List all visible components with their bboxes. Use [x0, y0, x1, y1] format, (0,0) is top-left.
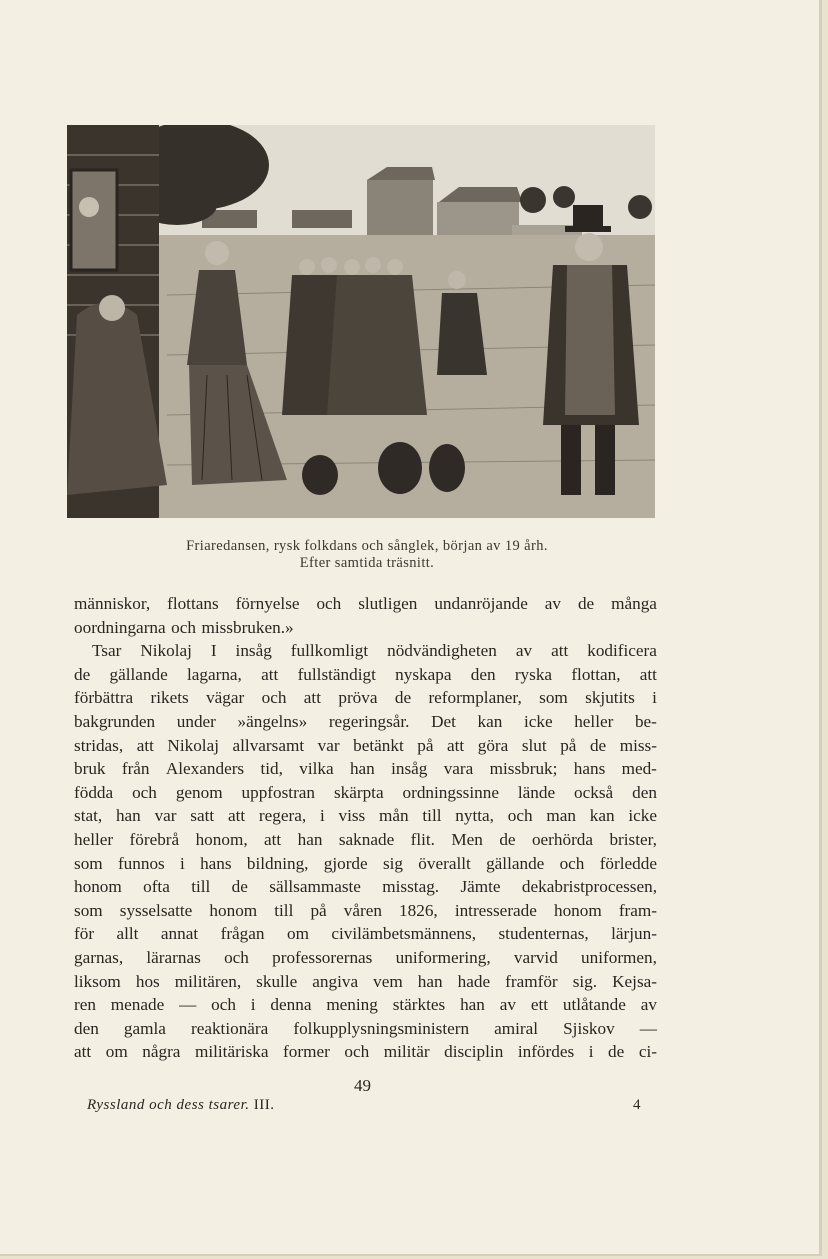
word: I	[210, 641, 217, 661]
text-line	[74, 828, 657, 852]
page-number: 49	[354, 1076, 371, 1095]
word: Nikolaj	[167, 735, 219, 755]
word: folkupplysningsministern	[293, 1018, 470, 1038]
text-line	[74, 852, 657, 876]
text-line	[74, 757, 657, 781]
word: mening	[326, 995, 378, 1015]
word: frågan	[220, 924, 265, 944]
word: bildning,	[246, 853, 309, 873]
word: betänkt	[353, 735, 404, 755]
word: med-	[621, 759, 657, 779]
word: de	[499, 829, 516, 849]
word: av	[499, 995, 516, 1015]
word: militär	[383, 1042, 430, 1062]
word: oerhörda	[531, 829, 594, 849]
word: och	[316, 594, 342, 613]
word: under	[176, 711, 216, 731]
word: uniformering,	[395, 947, 491, 967]
word: heller	[74, 829, 114, 849]
word: lände	[517, 782, 556, 802]
word: Jämte	[460, 877, 501, 897]
caption-line-2: Efter samtida träsnitt.	[299, 555, 435, 571]
word: ci-	[638, 1042, 657, 1062]
word: sällsammaste	[269, 877, 361, 897]
word: infördes	[517, 1042, 575, 1062]
word: militären,	[174, 971, 242, 991]
word: bakgrunden	[74, 711, 156, 731]
word: skjutits	[585, 688, 635, 708]
word: om	[105, 1042, 128, 1062]
word: hans	[573, 759, 606, 779]
word: lagarna,	[186, 664, 242, 684]
word: Det	[431, 711, 456, 731]
word: be-	[634, 711, 657, 731]
word: pröva	[338, 688, 378, 708]
word: stärktes	[392, 995, 446, 1015]
word: undanröjande	[434, 594, 528, 613]
word: som	[539, 688, 568, 708]
volume-number: III.	[253, 1097, 275, 1113]
word: disciplin	[444, 1042, 504, 1062]
text-line	[74, 875, 657, 899]
word: att	[261, 664, 279, 684]
word: icke	[628, 806, 657, 826]
word: också	[574, 782, 614, 802]
word: att	[74, 1042, 92, 1062]
word: lärjun-	[611, 924, 657, 944]
word: och	[211, 995, 236, 1015]
word: gällande	[109, 664, 168, 684]
word: och	[344, 1042, 370, 1062]
word: Sjiskov	[563, 1018, 615, 1038]
word: sig.	[572, 971, 598, 991]
word: gjorde	[323, 853, 368, 873]
word: garnas,	[74, 947, 124, 967]
word: nödvändigheten	[387, 641, 497, 661]
text-line	[74, 1040, 657, 1064]
word: honom	[74, 877, 122, 897]
word: till	[422, 806, 442, 826]
word: han	[460, 995, 485, 1015]
word: lärarnas	[146, 947, 201, 967]
word: den	[632, 782, 657, 802]
word: rikets	[150, 688, 189, 708]
word: fram-	[618, 900, 657, 920]
word: ett	[530, 995, 549, 1015]
word: om	[286, 924, 309, 944]
text-line	[74, 734, 657, 758]
word: militäriska	[194, 1042, 269, 1062]
word: från	[121, 759, 150, 779]
word: kan	[477, 711, 503, 731]
book-title: Ryssland och dess tsarer.	[87, 1097, 250, 1113]
word: till	[274, 900, 294, 920]
body-text	[74, 592, 657, 1064]
word: förledde	[599, 853, 657, 873]
word: som	[74, 853, 103, 873]
word: flottan,	[571, 664, 621, 684]
word: honom	[553, 900, 602, 920]
word: han	[297, 829, 323, 849]
word: ofta	[143, 877, 170, 897]
word: att	[264, 829, 282, 849]
word: Tsar	[92, 641, 122, 661]
word: oordningarna	[74, 617, 166, 637]
word: och	[507, 806, 533, 826]
word: —	[179, 995, 197, 1015]
word: förebrå	[129, 829, 180, 849]
word: hade	[457, 971, 491, 991]
word: tid,	[260, 759, 283, 779]
text-line	[74, 710, 657, 734]
word: insåg	[235, 641, 272, 661]
word: han	[349, 759, 375, 779]
word: gällande	[486, 853, 545, 873]
word: vem	[373, 971, 403, 991]
word: nytta,	[455, 806, 494, 826]
word: slut	[521, 735, 547, 755]
word: varvid	[513, 947, 558, 967]
word: intresserade	[454, 900, 537, 920]
word: vilka	[299, 759, 334, 779]
word: icke	[523, 711, 553, 731]
text-line	[74, 1017, 657, 1041]
word: på	[560, 735, 577, 755]
word: och	[171, 617, 196, 637]
word: miss-	[619, 735, 657, 755]
word: reformplaner,	[428, 688, 522, 708]
word: saknade	[338, 829, 395, 849]
word: födda	[74, 782, 114, 802]
word: genom	[175, 782, 223, 802]
word: dekabristprocessen,	[521, 877, 657, 897]
word: av	[640, 995, 657, 1015]
word: de	[608, 1042, 625, 1062]
word: och	[261, 688, 287, 708]
word: förnyelse	[235, 594, 300, 613]
word: att	[551, 641, 569, 661]
word: att	[447, 735, 465, 755]
word: de	[577, 594, 595, 613]
word: uppfostran	[241, 782, 316, 802]
word: göra	[477, 735, 509, 755]
word: professorernas	[272, 947, 373, 967]
word: vara	[443, 759, 474, 779]
word: studenternas,	[498, 924, 589, 944]
text-line	[74, 616, 657, 640]
word: skärpta	[333, 782, 384, 802]
word: funnos	[117, 853, 165, 873]
word: ordningssinne	[402, 782, 499, 802]
word: som	[74, 900, 103, 920]
word: civilämbetsmännens,	[331, 924, 477, 944]
word: i	[180, 853, 185, 873]
word: för	[74, 924, 95, 944]
word: i	[250, 995, 256, 1015]
word: skulle	[256, 971, 298, 991]
word: ryska	[514, 664, 553, 684]
word: 1826,	[399, 900, 438, 920]
word: många	[611, 594, 657, 613]
word: bruk	[74, 759, 106, 779]
word: av	[515, 641, 533, 661]
word: amiral	[494, 1018, 539, 1038]
word: Kejsa-	[612, 971, 657, 991]
word: hans	[200, 853, 232, 873]
word: viss	[338, 806, 366, 826]
text-line	[74, 946, 657, 970]
word: var	[154, 806, 177, 826]
word: Nikolaj	[140, 641, 192, 661]
word: i	[652, 688, 657, 708]
word: stat,	[74, 806, 103, 826]
word: de	[394, 688, 412, 708]
text-line	[74, 686, 657, 710]
word: på	[310, 900, 327, 920]
text-line	[74, 970, 657, 994]
text-line	[74, 922, 657, 946]
word: allt	[116, 924, 139, 944]
footer-title	[87, 1097, 275, 1114]
word: på	[417, 735, 434, 755]
word: flottans	[167, 594, 219, 613]
caption-line-1: Friaredansen, rysk folkdans och sånglek, början av 19 årh.	[186, 538, 548, 554]
word: och	[224, 947, 249, 967]
word: framför	[505, 971, 558, 991]
word: »ängelns»	[237, 711, 308, 731]
word: människor,	[74, 594, 151, 613]
word: liksom	[74, 971, 121, 991]
word: man	[546, 806, 576, 826]
word: heller	[574, 711, 614, 731]
word: sig	[382, 853, 404, 873]
word: allvarsamt	[232, 735, 305, 755]
word: hos	[135, 971, 160, 991]
word: missbruken.»	[201, 617, 294, 637]
word: brister,	[609, 829, 657, 849]
word: några	[142, 1042, 181, 1062]
word: och	[132, 782, 157, 802]
text-line	[74, 663, 657, 687]
printer-signature: 4	[633, 1097, 641, 1113]
word: de	[231, 877, 248, 897]
word: att	[227, 806, 246, 826]
text-line	[74, 804, 657, 828]
word: stridas,	[74, 735, 124, 755]
word: att	[639, 664, 657, 684]
word: utlåtande	[562, 995, 626, 1015]
word: han	[417, 971, 443, 991]
word: regera,	[258, 806, 307, 826]
text-line	[74, 899, 657, 923]
figure-caption	[67, 538, 667, 572]
word: satt	[190, 806, 215, 826]
text-line	[74, 781, 657, 805]
word: mån	[379, 806, 409, 826]
word: regeringsår.	[328, 711, 410, 731]
word: annat	[160, 924, 199, 944]
word: ren	[74, 995, 96, 1015]
word: till	[191, 877, 211, 897]
word: —	[639, 1018, 657, 1038]
word: att	[136, 735, 154, 755]
word: slutligen	[358, 594, 418, 613]
woodcut-illustration	[67, 125, 655, 518]
word: den	[74, 1018, 99, 1038]
folk-dance-engraving	[67, 125, 655, 518]
word: att	[303, 688, 321, 708]
word: i	[588, 1042, 594, 1062]
word: nyskapa	[395, 664, 452, 684]
word: våren	[343, 900, 382, 920]
word: fullkomligt	[290, 641, 369, 661]
text-line	[74, 993, 657, 1017]
word: kan	[589, 806, 615, 826]
word: honom	[209, 900, 258, 920]
word: Alexanders	[165, 759, 245, 779]
text-line	[74, 639, 657, 663]
word: av	[544, 594, 562, 613]
word: menade	[110, 995, 165, 1015]
word: fullständigt	[297, 664, 376, 684]
word: och	[559, 853, 585, 873]
word: sysselsatte	[119, 900, 193, 920]
word: flit.	[410, 829, 435, 849]
word: missbruk;	[489, 759, 558, 779]
word: vägar	[206, 688, 245, 708]
word: han	[115, 806, 141, 826]
word: förbättra	[74, 688, 134, 708]
word: Men	[451, 829, 483, 849]
word: de	[589, 735, 607, 755]
word: former	[283, 1042, 330, 1062]
word: misstag.	[382, 877, 440, 897]
word: reaktionära	[190, 1018, 269, 1038]
word: den	[470, 664, 496, 684]
word: överallt	[418, 853, 471, 873]
word: gamla	[123, 1018, 166, 1038]
word: honom,	[195, 829, 248, 849]
word: denna	[270, 995, 312, 1015]
word: angiva	[312, 971, 359, 991]
word: de	[74, 664, 91, 684]
word: var	[317, 735, 340, 755]
word: kodificera	[587, 641, 657, 661]
word: i	[319, 806, 325, 826]
word: insåg	[391, 759, 428, 779]
text-line	[74, 592, 657, 616]
word: uniformen,	[581, 947, 657, 967]
